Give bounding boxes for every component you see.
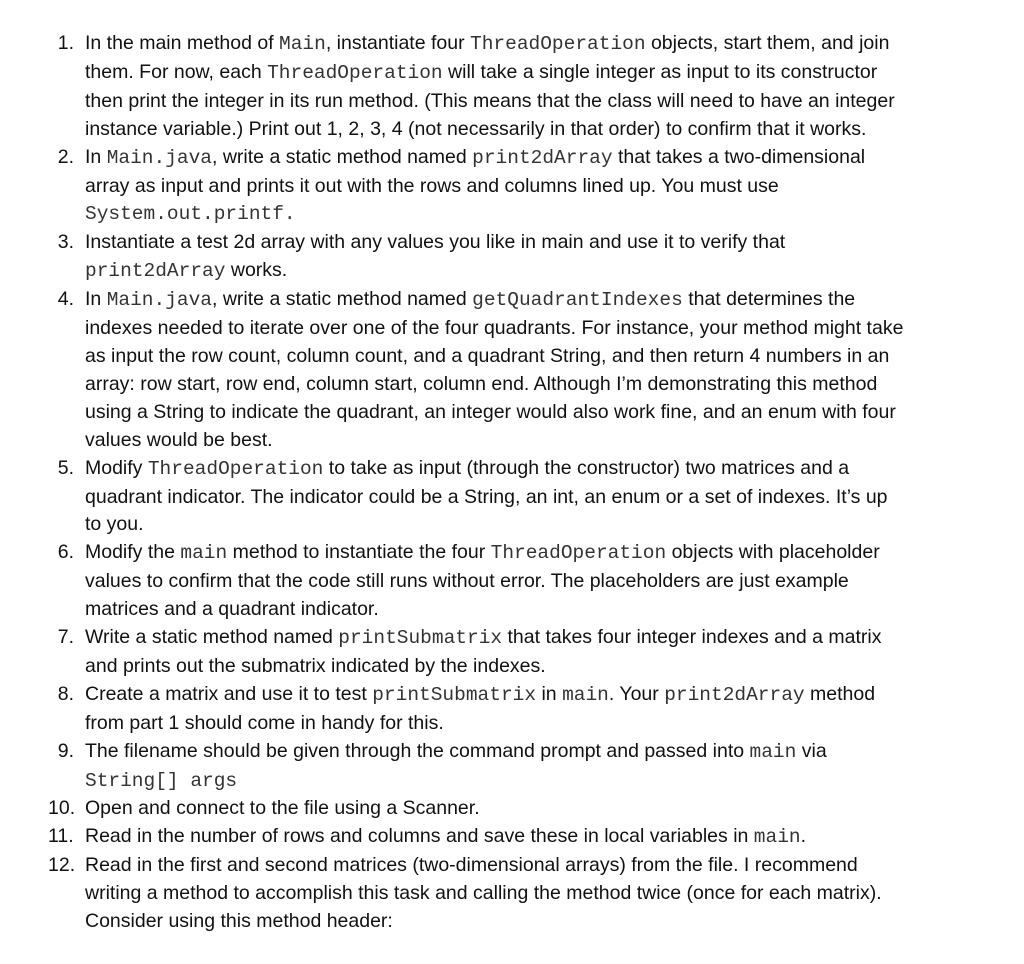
list-item-number: 8. <box>57 682 74 705</box>
text-run: via <box>796 739 827 762</box>
inline-code: ThreadOperation <box>147 457 324 480</box>
inline-code: printSubmatrix <box>372 683 537 706</box>
list-item-text <box>85 854 882 932</box>
list-item <box>0 823 1024 852</box>
text-run: . Your <box>608 682 665 705</box>
list-item-number: 11. <box>48 825 74 848</box>
list-item-text <box>85 626 881 677</box>
list-item-text <box>85 288 903 451</box>
text-run: Read in the number of rows and columns and save these in local variables in <box>85 825 754 848</box>
inline-code: print2dArray <box>472 146 613 169</box>
text-run: Create a matrix and use it to test <box>85 682 373 705</box>
list-item-text <box>85 146 865 225</box>
list-item-text <box>85 825 806 847</box>
list-item-text <box>85 797 480 819</box>
list-item-number: 3. <box>57 231 74 254</box>
text-run: In <box>85 288 107 311</box>
inline-code: Main.java <box>106 289 213 312</box>
instruction-list <box>0 30 1024 936</box>
text-run: that takes four integer indexes and a matrix and prints out the submatrix indicated by the indexes. <box>85 626 882 677</box>
list-item <box>0 455 1024 540</box>
list-item <box>0 144 1024 230</box>
inline-code: main <box>180 542 228 565</box>
text-run: to take as input (through the constructor) two matrices and a quadrant indicator. The indicator could be a String, an int, an enum or a set of indexes. It’s up to you. <box>85 456 888 536</box>
inline-code: printSubmatrix <box>338 627 503 650</box>
text-run: that takes a two-dimensional array as input and prints it out with the rows and columns lined up. You must use <box>85 145 866 197</box>
inline-code: System.out.printf. <box>85 203 296 226</box>
list-item <box>0 738 1024 796</box>
text-run: Open and connect to the file using a Scanner. <box>85 797 480 820</box>
list-item-text <box>85 32 895 140</box>
text-run: method from part 1 should come in handy for this. <box>85 682 876 734</box>
inline-code: main <box>562 683 609 706</box>
text-run: in <box>536 682 563 705</box>
list-item <box>0 681 1024 738</box>
list-item <box>0 539 1024 624</box>
text-run: objects with placeholder values to confirm that the code still runs without error. The placeholders are just example matrices and a quadrant indicator. <box>85 541 880 621</box>
list-item-text <box>85 457 888 536</box>
inline-code: ThreadOperation <box>490 542 667 565</box>
text-run: Read in the first and second matrices (two-dimensional arrays) from the file. I recommend writing a method to accomplish this task and calling the method twice (once for each matrix). Consider using this method header: <box>85 854 882 933</box>
list-item-number: 2. <box>57 145 74 168</box>
list-item <box>0 30 1024 144</box>
list-item-number: 10. <box>48 797 76 820</box>
text-run: Write a static method named <box>85 626 339 649</box>
list-item-text <box>85 740 827 791</box>
list-item-text <box>85 683 875 734</box>
text-run: works. <box>225 259 288 282</box>
inline-code: Main.java <box>106 146 213 169</box>
text-run: method to instantiate the four <box>227 541 491 564</box>
list-item-text <box>85 231 785 281</box>
text-run: Modify the <box>85 541 181 564</box>
text-run: Instantiate a test 2d array with any values you like in main and use it to verify that <box>85 231 786 254</box>
text-run: , instantiate four <box>325 32 471 54</box>
list-item-number: 1. <box>57 32 74 54</box>
list-item-number: 9. <box>57 739 74 762</box>
inline-code: print2dArray <box>664 683 805 706</box>
text-run: , write a static method named <box>212 145 473 168</box>
inline-code: String[] args <box>85 769 238 792</box>
list-item-number: 7. <box>57 626 74 649</box>
inline-code: main <box>753 826 801 849</box>
text-run: In <box>85 145 107 168</box>
list-item <box>0 286 1024 454</box>
list-item <box>0 795 1024 823</box>
inline-code: ThreadOperation <box>267 61 443 84</box>
text-run: . <box>800 825 807 848</box>
text-run: Modify <box>85 456 148 479</box>
list-item-number: 12. <box>48 854 76 877</box>
list-item <box>0 852 1024 936</box>
text-run: , write a static method named <box>212 288 473 311</box>
list-item-number: 5. <box>57 456 74 479</box>
inline-code: main <box>749 740 797 763</box>
inline-code: ThreadOperation <box>470 33 646 55</box>
text-run: The filename should be given through the command prompt and passed into <box>85 739 750 762</box>
list-item <box>0 624 1024 681</box>
text-run: In the main method of <box>85 32 280 54</box>
text-run: will take a single integer as input to its constructor then print the integer in its run method. (This means that the class will need to have an integer instance variable.) Print out 1, 2, 3, 4 (not necessarily in that order) to confirm that it works. <box>85 60 895 140</box>
list-item <box>0 229 1024 286</box>
list-item-number: 6. <box>57 541 74 564</box>
inline-code: print2dArray <box>85 260 226 283</box>
text-run: objects, start them, and join them. For now, each <box>85 32 890 83</box>
inline-code: getQuadrantIndexes <box>472 289 683 312</box>
list-item-text <box>85 541 880 620</box>
list-item-number: 4. <box>57 288 74 311</box>
text-run: that determines the indexes needed to iterate over one of the four quadrants. For instance, your method might take as input the row count, column count, and a quadrant String, and then return 4 numbers in an array: row start, row end, column start, column end. Although I’m demonstrating this method using a String to indicate the quadrant, an integer would also work fine, and an enum with four values would be best. <box>85 288 904 451</box>
inline-code: Main <box>279 33 326 55</box>
